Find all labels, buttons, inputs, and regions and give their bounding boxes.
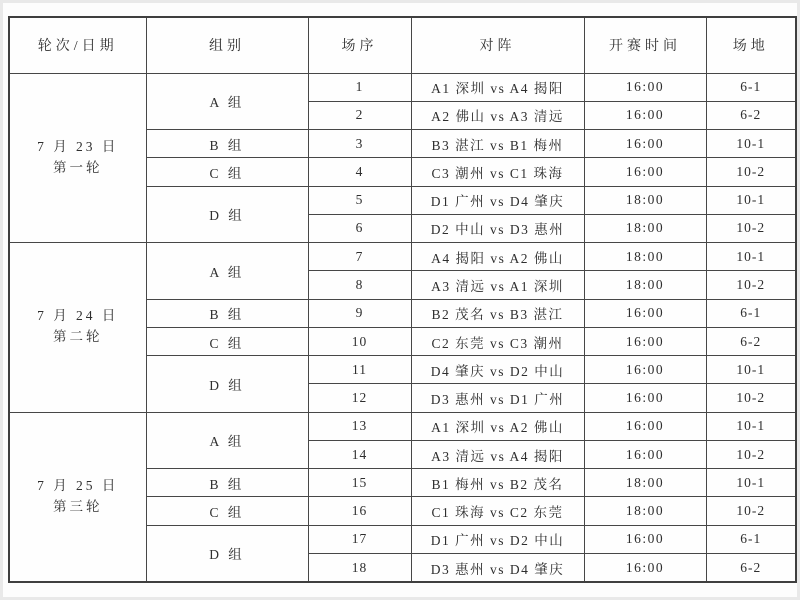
- schedule-body: [9, 73, 796, 582]
- start-time-cell: 18:00: [584, 186, 706, 214]
- venue-cell: 10-1: [706, 243, 796, 271]
- matchup-cell: D4 肇庆 vs D2 中山: [411, 356, 584, 384]
- matchup-cell: D3 惠州 vs D4 肇庆: [411, 554, 584, 582]
- venue-cell: 6-2: [706, 327, 796, 355]
- matchup-cell: C3 潮州 vs C1 珠海: [411, 158, 584, 186]
- match-no-cell: 9: [308, 299, 411, 327]
- match-no-cell: 3: [308, 130, 411, 158]
- matchup-cell: A3 清远 vs A4 揭阳: [411, 440, 584, 468]
- venue-cell: 6-1: [706, 299, 796, 327]
- match-no-cell: 16: [308, 497, 411, 525]
- table-row: [9, 73, 796, 101]
- start-time-cell: 16:00: [584, 130, 706, 158]
- header-group: 组别: [146, 17, 308, 73]
- start-time-cell: 16:00: [584, 299, 706, 327]
- round-date: 7 月 23 日: [37, 138, 119, 154]
- table-row: [9, 412, 796, 440]
- start-time-cell: 16:00: [584, 158, 706, 186]
- matchup-cell: C2 东莞 vs C3 潮州: [411, 327, 584, 355]
- start-time-cell: 16:00: [584, 327, 706, 355]
- start-time-cell: 18:00: [584, 271, 706, 299]
- group-cell: D 组: [146, 186, 308, 243]
- round-date-cell: [9, 412, 146, 582]
- match-no-cell: 13: [308, 412, 411, 440]
- header-matchup: 对阵: [411, 17, 584, 73]
- venue-cell: 10-1: [706, 186, 796, 214]
- header-round-date: 轮次/日期: [9, 17, 146, 73]
- matchup-cell: B2 茂名 vs B3 湛江: [411, 299, 584, 327]
- venue-cell: 6-1: [706, 525, 796, 553]
- matchup-cell: A1 深圳 vs A4 揭阳: [411, 73, 584, 101]
- venue-cell: 6-1: [706, 73, 796, 101]
- group-cell: D 组: [146, 525, 308, 582]
- match-no-cell: 14: [308, 440, 411, 468]
- group-cell: B 组: [146, 469, 308, 497]
- start-time-cell: 16:00: [584, 73, 706, 101]
- match-schedule-table: [8, 16, 797, 583]
- round-label: 第二轮: [53, 329, 103, 345]
- venue-cell: 10-2: [706, 271, 796, 299]
- round-label: 第一轮: [53, 159, 103, 175]
- matchup-cell: A3 清远 vs A1 深圳: [411, 271, 584, 299]
- matchup-cell: D2 中山 vs D3 惠州: [411, 214, 584, 242]
- match-no-cell: 6: [308, 214, 411, 242]
- start-time-cell: 18:00: [584, 214, 706, 242]
- venue-cell: 10-1: [706, 469, 796, 497]
- start-time-cell: 18:00: [584, 243, 706, 271]
- start-time-cell: 16:00: [584, 525, 706, 553]
- match-no-cell: 18: [308, 554, 411, 582]
- venue-cell: 10-2: [706, 214, 796, 242]
- header-venue: 场地: [706, 17, 796, 73]
- group-cell: C 组: [146, 497, 308, 525]
- matchup-cell: A2 佛山 vs A3 清远: [411, 101, 584, 129]
- venue-cell: 10-2: [706, 158, 796, 186]
- venue-cell: 10-1: [706, 412, 796, 440]
- start-time-cell: 16:00: [584, 101, 706, 129]
- venue-cell: 6-2: [706, 554, 796, 582]
- start-time-cell: 18:00: [584, 469, 706, 497]
- matchup-cell: A4 揭阳 vs A2 佛山: [411, 243, 584, 271]
- matchup-cell: D1 广州 vs D4 肇庆: [411, 186, 584, 214]
- venue-cell: 10-1: [706, 356, 796, 384]
- round-date-cell: [9, 73, 146, 243]
- header-match-no: 场序: [308, 17, 411, 73]
- start-time-cell: 16:00: [584, 440, 706, 468]
- group-cell: B 组: [146, 299, 308, 327]
- matchup-cell: B1 梅州 vs B2 茂名: [411, 469, 584, 497]
- start-time-cell: 16:00: [584, 554, 706, 582]
- match-no-cell: 7: [308, 243, 411, 271]
- match-no-cell: 4: [308, 158, 411, 186]
- match-no-cell: 11: [308, 356, 411, 384]
- group-cell: C 组: [146, 158, 308, 186]
- start-time-cell: 16:00: [584, 412, 706, 440]
- matchup-cell: C1 珠海 vs C2 东莞: [411, 497, 584, 525]
- group-cell: D 组: [146, 356, 308, 413]
- match-no-cell: 17: [308, 525, 411, 553]
- group-cell: A 组: [146, 73, 308, 130]
- match-no-cell: 5: [308, 186, 411, 214]
- matchup-cell: A1 深圳 vs A2 佛山: [411, 412, 584, 440]
- venue-cell: 6-2: [706, 101, 796, 129]
- group-cell: C 组: [146, 327, 308, 355]
- table-header-row: [9, 17, 796, 73]
- start-time-cell: 16:00: [584, 384, 706, 412]
- venue-cell: 10-2: [706, 497, 796, 525]
- header-start-time: 开赛时间: [584, 17, 706, 73]
- venue-cell: 10-1: [706, 130, 796, 158]
- match-no-cell: 15: [308, 469, 411, 497]
- table-row: [9, 243, 796, 271]
- round-date: 7 月 24 日: [37, 308, 119, 324]
- round-date: 7 月 25 日: [37, 477, 119, 493]
- match-no-cell: 10: [308, 327, 411, 355]
- match-no-cell: 12: [308, 384, 411, 412]
- start-time-cell: 16:00: [584, 356, 706, 384]
- group-cell: B 组: [146, 130, 308, 158]
- group-cell: A 组: [146, 412, 308, 469]
- matchup-cell: D3 惠州 vs D1 广州: [411, 384, 584, 412]
- round-label: 第三轮: [53, 498, 103, 514]
- matchup-cell: B3 湛江 vs B1 梅州: [411, 130, 584, 158]
- match-no-cell: 2: [308, 101, 411, 129]
- venue-cell: 10-2: [706, 440, 796, 468]
- start-time-cell: 18:00: [584, 497, 706, 525]
- round-date-cell: [9, 243, 146, 413]
- group-cell: A 组: [146, 243, 308, 300]
- match-no-cell: 8: [308, 271, 411, 299]
- venue-cell: 10-2: [706, 384, 796, 412]
- match-no-cell: 1: [308, 73, 411, 101]
- matchup-cell: D1 广州 vs D2 中山: [411, 525, 584, 553]
